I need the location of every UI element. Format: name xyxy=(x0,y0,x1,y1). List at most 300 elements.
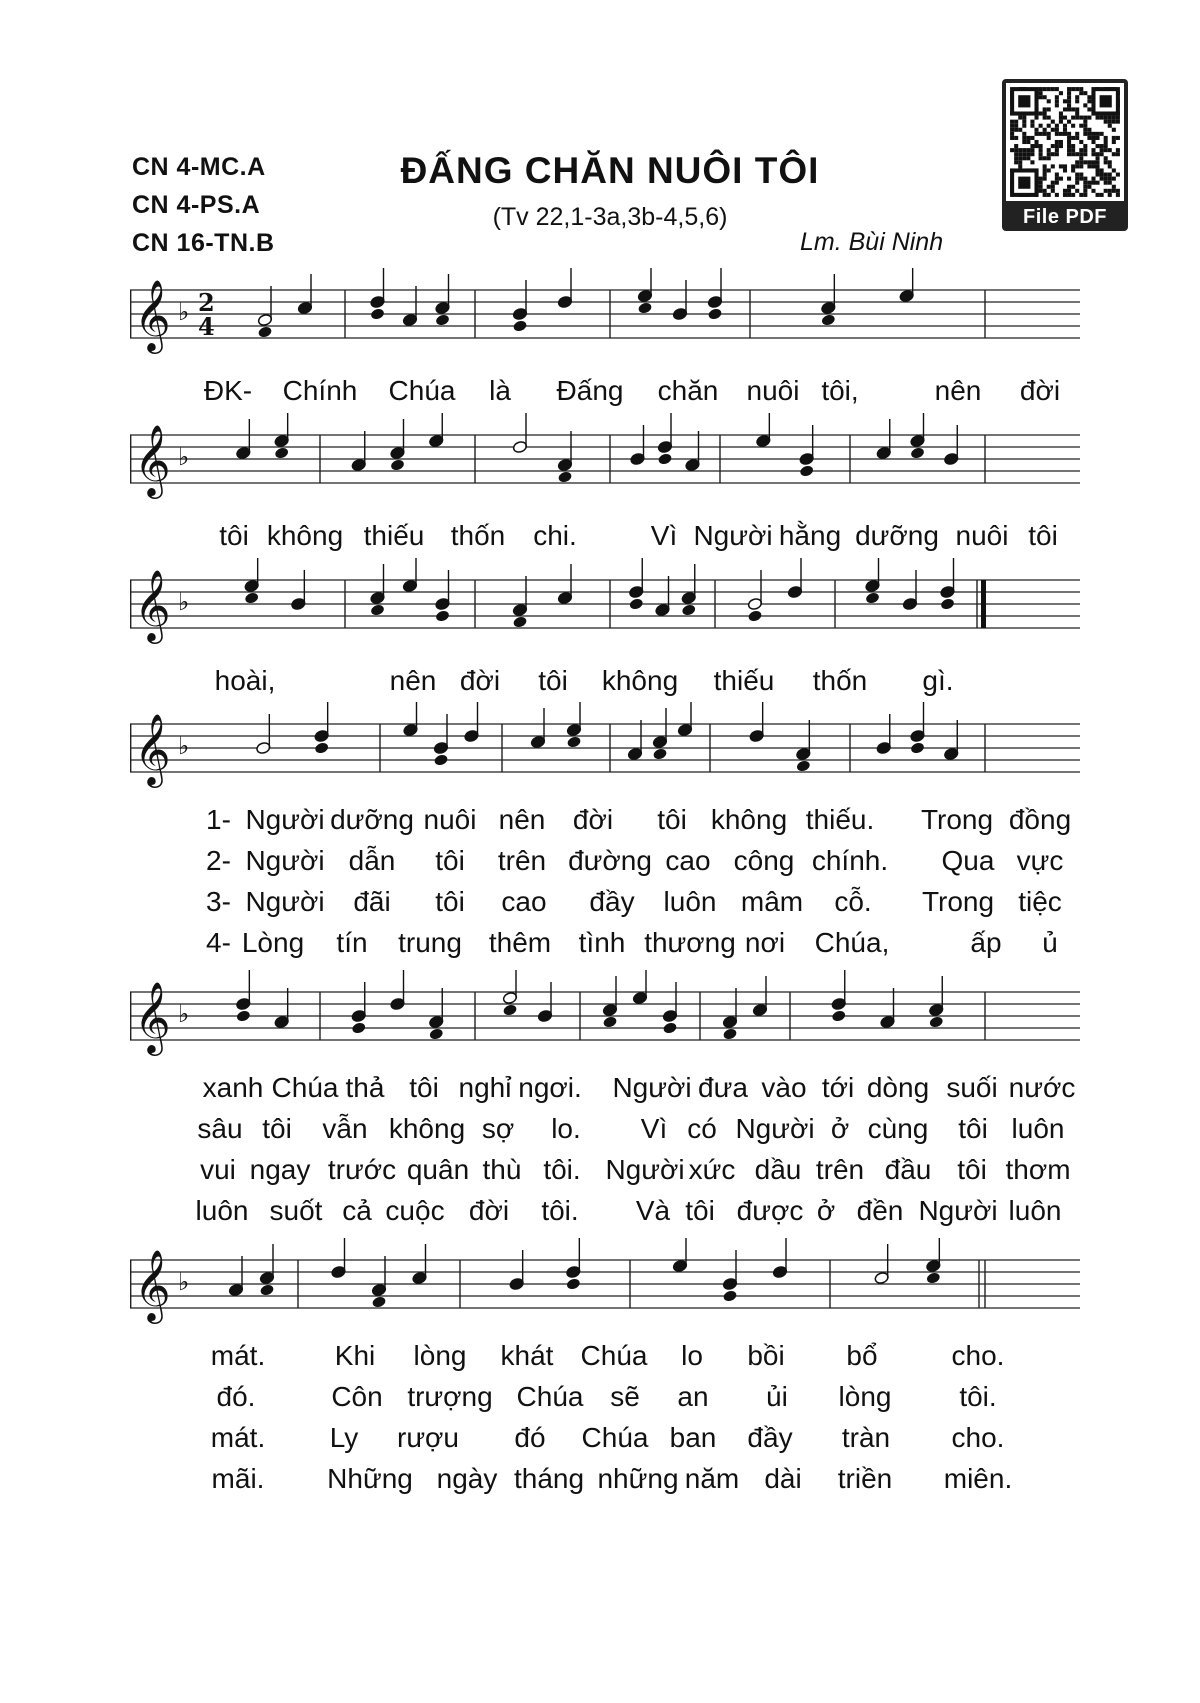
qr-module xyxy=(1030,144,1034,148)
liturgical-code: CN 4-MC.A xyxy=(132,153,266,181)
lyric-word: luôn xyxy=(1008,1195,1062,1226)
qr-module xyxy=(1030,160,1034,164)
qr-module xyxy=(1116,116,1120,120)
qr-module xyxy=(1100,152,1104,156)
lyric-line-verse-1a xyxy=(0,804,1200,838)
note-head xyxy=(390,458,405,471)
qr-module xyxy=(1039,152,1043,156)
qr-module xyxy=(1067,144,1071,148)
lyric-word: đời xyxy=(468,1195,510,1226)
lyric-word: lo xyxy=(681,1340,703,1371)
qr-module xyxy=(1059,120,1063,124)
lyric-word: là xyxy=(489,375,511,406)
qr-module xyxy=(1043,128,1047,132)
qr-module xyxy=(1112,116,1116,120)
qr-module xyxy=(1051,87,1055,91)
qr-module xyxy=(1075,107,1079,111)
qr-module xyxy=(1083,185,1087,189)
treble-clef-icon: 𝄞 xyxy=(134,712,171,785)
lyric-word: có xyxy=(687,1113,717,1144)
treble-clef-icon: 𝄞 xyxy=(134,568,171,641)
lyric-word: Người xyxy=(245,886,325,917)
qr-module xyxy=(1022,136,1026,140)
qr-module xyxy=(1104,120,1108,124)
lyric-word: đầy xyxy=(589,886,635,917)
qr-module xyxy=(1051,144,1055,148)
lyric-word: sâu xyxy=(197,1113,243,1144)
qr-module xyxy=(1071,193,1075,197)
qr-module xyxy=(1059,140,1063,144)
lyric-word: không xyxy=(388,1113,466,1144)
qr-module xyxy=(1087,136,1091,140)
qr-module xyxy=(1112,177,1116,181)
qr-module xyxy=(1055,95,1059,99)
qr-module xyxy=(1051,185,1055,189)
qr-module xyxy=(1026,136,1030,140)
qr-module xyxy=(1112,136,1116,140)
note-head xyxy=(821,313,836,326)
qr-module xyxy=(1079,156,1083,160)
qr-module xyxy=(1075,173,1079,177)
note-head xyxy=(435,313,450,326)
qr-module xyxy=(1067,193,1071,197)
qr-module xyxy=(1067,91,1071,95)
qr-module xyxy=(1026,140,1030,144)
qr-module xyxy=(1091,181,1095,185)
lyric-word: dầu xyxy=(754,1154,802,1185)
qr-module xyxy=(1063,99,1067,103)
note-head xyxy=(910,741,925,754)
qr-module xyxy=(1039,111,1043,115)
qr-module xyxy=(1030,136,1034,140)
lyric-word: mát. xyxy=(210,1340,266,1371)
note-head xyxy=(244,591,259,604)
qr-module xyxy=(1063,116,1067,120)
qr-module xyxy=(1100,168,1104,172)
lyric-word: bổ xyxy=(846,1340,878,1371)
note-head xyxy=(652,747,667,760)
lyric-word: Chúa xyxy=(516,1381,584,1412)
qr-module xyxy=(1022,132,1026,136)
qr-module xyxy=(1034,140,1038,144)
qr-module xyxy=(1108,173,1112,177)
note-head xyxy=(926,1271,941,1284)
lyric-word: tôi xyxy=(538,665,568,696)
lyric-line-verse-1c xyxy=(0,1340,1200,1374)
qr-module xyxy=(1087,128,1091,132)
qr-module xyxy=(1087,116,1091,120)
qr-module xyxy=(1104,189,1108,193)
qr-module xyxy=(1096,181,1100,185)
qr-module xyxy=(1055,181,1059,185)
qr-module xyxy=(1055,132,1059,136)
lyric-word: Và xyxy=(635,1195,671,1226)
qr-module xyxy=(1034,128,1038,132)
note-head xyxy=(512,319,527,332)
qr-module xyxy=(1071,136,1075,140)
lyric-line-refrain-3 xyxy=(0,665,1200,699)
qr-module xyxy=(1039,181,1043,185)
qr-module xyxy=(1030,148,1034,152)
qr-module xyxy=(1051,152,1055,156)
lyric-word: dẫn xyxy=(348,845,396,876)
flat-sign-icon: ♭ xyxy=(178,588,190,616)
lyric-word: Người xyxy=(735,1113,815,1144)
qr-module xyxy=(1063,124,1067,128)
lyric-word: Người xyxy=(605,1154,685,1185)
qr-module xyxy=(1022,120,1026,124)
note-head xyxy=(681,603,696,616)
qr-module xyxy=(1047,136,1051,140)
lyric-word: luôn xyxy=(663,886,717,917)
qr-module xyxy=(1112,185,1116,189)
lyric-word: Vì xyxy=(640,1113,668,1144)
qr-module xyxy=(1014,128,1018,132)
qr-module xyxy=(1067,148,1071,152)
lyric-word: thêm xyxy=(488,927,552,958)
qr-module xyxy=(1091,152,1095,156)
qr-module xyxy=(1083,193,1087,197)
note-head xyxy=(602,1015,617,1028)
lyric-word: Ly xyxy=(329,1422,359,1453)
note-head xyxy=(371,1295,386,1308)
qr-module xyxy=(1030,152,1034,156)
qr-module xyxy=(1063,132,1067,136)
lyric-word: trượng xyxy=(407,1381,493,1412)
lyric-word: lòng xyxy=(413,1340,467,1371)
lyric-word: đãi xyxy=(353,886,391,917)
qr-module xyxy=(1100,116,1104,120)
lyric-word: tôi xyxy=(1028,520,1058,551)
qr-module xyxy=(1071,168,1075,172)
qr-module xyxy=(1071,152,1075,156)
note-head xyxy=(722,1027,737,1040)
qr-module xyxy=(1026,152,1030,156)
qr-module xyxy=(1083,160,1087,164)
lyric-word: mâm xyxy=(740,886,804,917)
lyric-word: trung xyxy=(398,927,462,958)
lyric-word: gì. xyxy=(922,665,954,696)
qr-module xyxy=(1100,173,1104,177)
lyric-word: tôi xyxy=(219,520,249,551)
lyric-word: đời xyxy=(459,665,501,696)
qr-module xyxy=(1055,193,1059,197)
lyric-word: vẫn xyxy=(322,1113,368,1144)
note-head xyxy=(429,1027,444,1040)
final-barline xyxy=(981,580,986,628)
qr-module xyxy=(1096,193,1100,197)
qr-module xyxy=(1096,173,1100,177)
qr-module xyxy=(1079,140,1083,144)
qr-module xyxy=(1026,148,1030,152)
lyric-word: cả xyxy=(342,1195,372,1226)
lyric-line-verse-4b xyxy=(0,1195,1200,1229)
lyric-word: Lòng xyxy=(241,927,305,958)
flat-sign-icon: ♭ xyxy=(178,443,190,471)
lyric-word: không xyxy=(266,520,344,551)
qr-module xyxy=(1083,148,1087,152)
qr-module xyxy=(1047,148,1051,152)
note-head xyxy=(512,615,527,628)
qr-module xyxy=(1067,95,1071,99)
qr-module xyxy=(1108,164,1112,168)
note-head xyxy=(557,470,572,483)
qr-module xyxy=(1047,152,1051,156)
note-head xyxy=(259,1283,274,1296)
note-head xyxy=(236,1009,251,1022)
qr-module xyxy=(1075,177,1079,181)
flat-sign-icon: ♭ xyxy=(178,1000,190,1028)
lyric-word: cao xyxy=(665,845,711,876)
qr-module xyxy=(1100,132,1104,136)
qr-module xyxy=(1096,136,1100,140)
qr-module xyxy=(1112,120,1116,124)
qr-module xyxy=(1116,120,1120,124)
qr-module xyxy=(1067,189,1071,193)
lyric-word: tôi xyxy=(435,845,465,876)
qr-module xyxy=(1083,103,1087,107)
qr-module xyxy=(1096,144,1100,148)
qr-finder xyxy=(1100,95,1112,107)
lyric-word: ban xyxy=(669,1422,717,1453)
lyric-word: Người xyxy=(918,1195,998,1226)
qr-module xyxy=(1043,168,1047,172)
qr-module xyxy=(1079,152,1083,156)
qr-module xyxy=(1059,177,1063,181)
qr-code-link[interactable] xyxy=(1002,79,1128,231)
qr-module xyxy=(1075,164,1079,168)
qr-module xyxy=(1067,132,1071,136)
qr-module xyxy=(1039,144,1043,148)
lyric-word: cùng xyxy=(867,1113,929,1144)
lyric-word: vực xyxy=(1016,845,1064,876)
qr-module xyxy=(1083,152,1087,156)
qr-module xyxy=(1067,177,1071,181)
lyric-word: tôi. xyxy=(959,1381,997,1412)
lyric-word: an xyxy=(677,1381,709,1412)
lyric-word: Người xyxy=(612,1072,692,1103)
qr-module xyxy=(1063,189,1067,193)
lyric-word: chính. xyxy=(811,845,889,876)
qr-module xyxy=(1100,144,1104,148)
qr-module xyxy=(1087,99,1091,103)
qr-module xyxy=(1067,87,1071,91)
lyric-word: vui xyxy=(200,1154,236,1185)
qr-module xyxy=(1091,189,1095,193)
qr-module xyxy=(1063,107,1067,111)
lyric-word: xanh xyxy=(202,1072,264,1103)
qr-module xyxy=(1083,128,1087,132)
lyric-word: hoài, xyxy=(214,665,276,696)
lyric-word: thiếu xyxy=(713,665,775,696)
qr-module xyxy=(1047,124,1051,128)
lyric-word: dưỡng xyxy=(330,804,414,835)
lyric-word: tới xyxy=(821,1072,855,1103)
qr-module xyxy=(1079,164,1083,168)
note-head xyxy=(799,464,814,477)
note-head xyxy=(637,301,652,314)
qr-module xyxy=(1018,156,1022,160)
qr-module xyxy=(1063,128,1067,132)
lyric-word: những xyxy=(597,1463,679,1494)
qr-module xyxy=(1047,168,1051,172)
note-head xyxy=(796,759,811,772)
lyric-word: tôi xyxy=(435,886,465,917)
qr-module xyxy=(1108,189,1112,193)
qr-module xyxy=(1112,128,1116,132)
lyric-word: Đấng xyxy=(556,375,624,406)
note-head xyxy=(940,597,955,610)
lyric-word: nên xyxy=(498,804,546,835)
lyric-word: khát xyxy=(500,1340,554,1371)
qr-module xyxy=(1083,177,1087,181)
qr-module xyxy=(1055,148,1059,152)
qr-module xyxy=(1047,132,1051,136)
qr-module xyxy=(1055,99,1059,103)
qr-module xyxy=(1018,152,1022,156)
psalm-reference: (Tv 22,1-3a,3b-4,5,6) xyxy=(492,203,728,231)
lyric-word: đời xyxy=(572,804,614,835)
qr-module xyxy=(1083,132,1087,136)
qr-module xyxy=(1075,189,1079,193)
lyric-word: năm xyxy=(684,1463,740,1494)
qr-label: File PDF xyxy=(1022,206,1107,228)
lyric-word: Chúa xyxy=(271,1072,339,1103)
lyric-word: đường xyxy=(568,845,652,876)
qr-module xyxy=(1104,173,1108,177)
lyric-word: hằng xyxy=(778,520,842,551)
lyric-word: đồng xyxy=(1008,804,1072,835)
qr-module xyxy=(1096,164,1100,168)
qr-module xyxy=(1075,99,1079,103)
qr-module xyxy=(1059,132,1063,136)
qr-finder xyxy=(1018,95,1030,107)
lyric-word: cuộc xyxy=(385,1195,445,1226)
lyric-word: dài xyxy=(764,1463,802,1494)
lyric-word: đưa xyxy=(698,1072,748,1103)
qr-module xyxy=(1043,173,1047,177)
qr-module xyxy=(1063,164,1067,168)
note-head xyxy=(707,307,722,320)
qr-module xyxy=(1039,148,1043,152)
note-head xyxy=(257,325,272,338)
lyric-word: sẽ xyxy=(610,1381,640,1412)
qr-module xyxy=(1079,177,1083,181)
qr-module xyxy=(1075,152,1079,156)
qr-module xyxy=(1116,189,1120,193)
qr-module xyxy=(1071,148,1075,152)
qr-module xyxy=(1010,132,1014,136)
qr-module xyxy=(1096,116,1100,120)
note-head xyxy=(629,597,644,610)
lyric-word: tôi, xyxy=(821,375,859,406)
qr-module xyxy=(1059,91,1063,95)
lyric-word: Trong xyxy=(920,804,994,835)
qr-module xyxy=(1108,148,1112,152)
lyric-word: tôi xyxy=(958,1113,988,1144)
verse-number: 2- xyxy=(206,845,231,876)
qr-module xyxy=(1079,91,1083,95)
lyric-word: dòng xyxy=(866,1072,930,1103)
lyric-word: Chúa xyxy=(388,375,456,406)
lyric-word: Côn xyxy=(331,1381,383,1412)
qr-module xyxy=(1075,160,1079,164)
qr-module xyxy=(1087,181,1091,185)
qr-module xyxy=(1104,116,1108,120)
qr-module xyxy=(1018,160,1022,164)
qr-module xyxy=(1083,144,1087,148)
lyric-word: bồi xyxy=(747,1340,785,1371)
lyric-word: tràn xyxy=(841,1422,891,1453)
lyric-word: thù xyxy=(482,1154,522,1185)
lyric-word: mát. xyxy=(210,1422,266,1453)
qr-module xyxy=(1018,116,1022,120)
note-head xyxy=(314,741,329,754)
qr-module xyxy=(1091,148,1095,152)
qr-module xyxy=(1112,168,1116,172)
qr-module xyxy=(1047,156,1051,160)
qr-module xyxy=(1091,160,1095,164)
lyric-word: Người xyxy=(693,520,773,551)
qr-module xyxy=(1051,181,1055,185)
lyric-word: thốn xyxy=(812,665,868,696)
qr-module xyxy=(1083,189,1087,193)
lyric-word: Người xyxy=(245,804,325,835)
qr-module xyxy=(1055,173,1059,177)
lyric-word: quân xyxy=(406,1154,470,1185)
qr-module xyxy=(1014,124,1018,128)
qr-module xyxy=(1014,120,1018,124)
qr-module xyxy=(1055,124,1059,128)
qr-module xyxy=(1091,132,1095,136)
lyric-word: tôi. xyxy=(541,1195,579,1226)
qr-module xyxy=(1014,144,1018,148)
qr-module xyxy=(1022,148,1026,152)
qr-module xyxy=(1067,185,1071,189)
lyric-word: nơi xyxy=(744,927,786,958)
qr-module xyxy=(1039,189,1043,193)
lyric-word: nên xyxy=(934,375,982,406)
qr-module xyxy=(1100,148,1104,152)
qr-module xyxy=(1047,99,1051,103)
qr-module xyxy=(1108,160,1112,164)
composer-name: Lm. Bùi Ninh xyxy=(800,228,944,256)
qr-module xyxy=(1067,120,1071,124)
qr-module xyxy=(1043,87,1047,91)
qr-module xyxy=(1055,87,1059,91)
note-head xyxy=(747,609,762,622)
qr-module xyxy=(1067,152,1071,156)
qr-module xyxy=(1059,116,1063,120)
lyric-word: thốn xyxy=(450,520,506,551)
qr-module xyxy=(1043,164,1047,168)
qr-module xyxy=(1022,152,1026,156)
qr-module xyxy=(1116,148,1120,152)
note-head xyxy=(929,1015,944,1028)
qr-module xyxy=(1079,87,1083,91)
qr-module xyxy=(1096,168,1100,172)
qr-module xyxy=(1108,193,1112,197)
lyric-word: luôn xyxy=(195,1195,249,1226)
qr-module xyxy=(1075,116,1079,120)
lyric-word: ở xyxy=(830,1113,850,1144)
note-head xyxy=(831,1009,846,1022)
qr-module xyxy=(1071,124,1075,128)
qr-module xyxy=(1014,148,1018,152)
qr-module xyxy=(1071,87,1075,91)
lyric-word: chi. xyxy=(533,520,577,551)
qr-module xyxy=(1039,156,1043,160)
